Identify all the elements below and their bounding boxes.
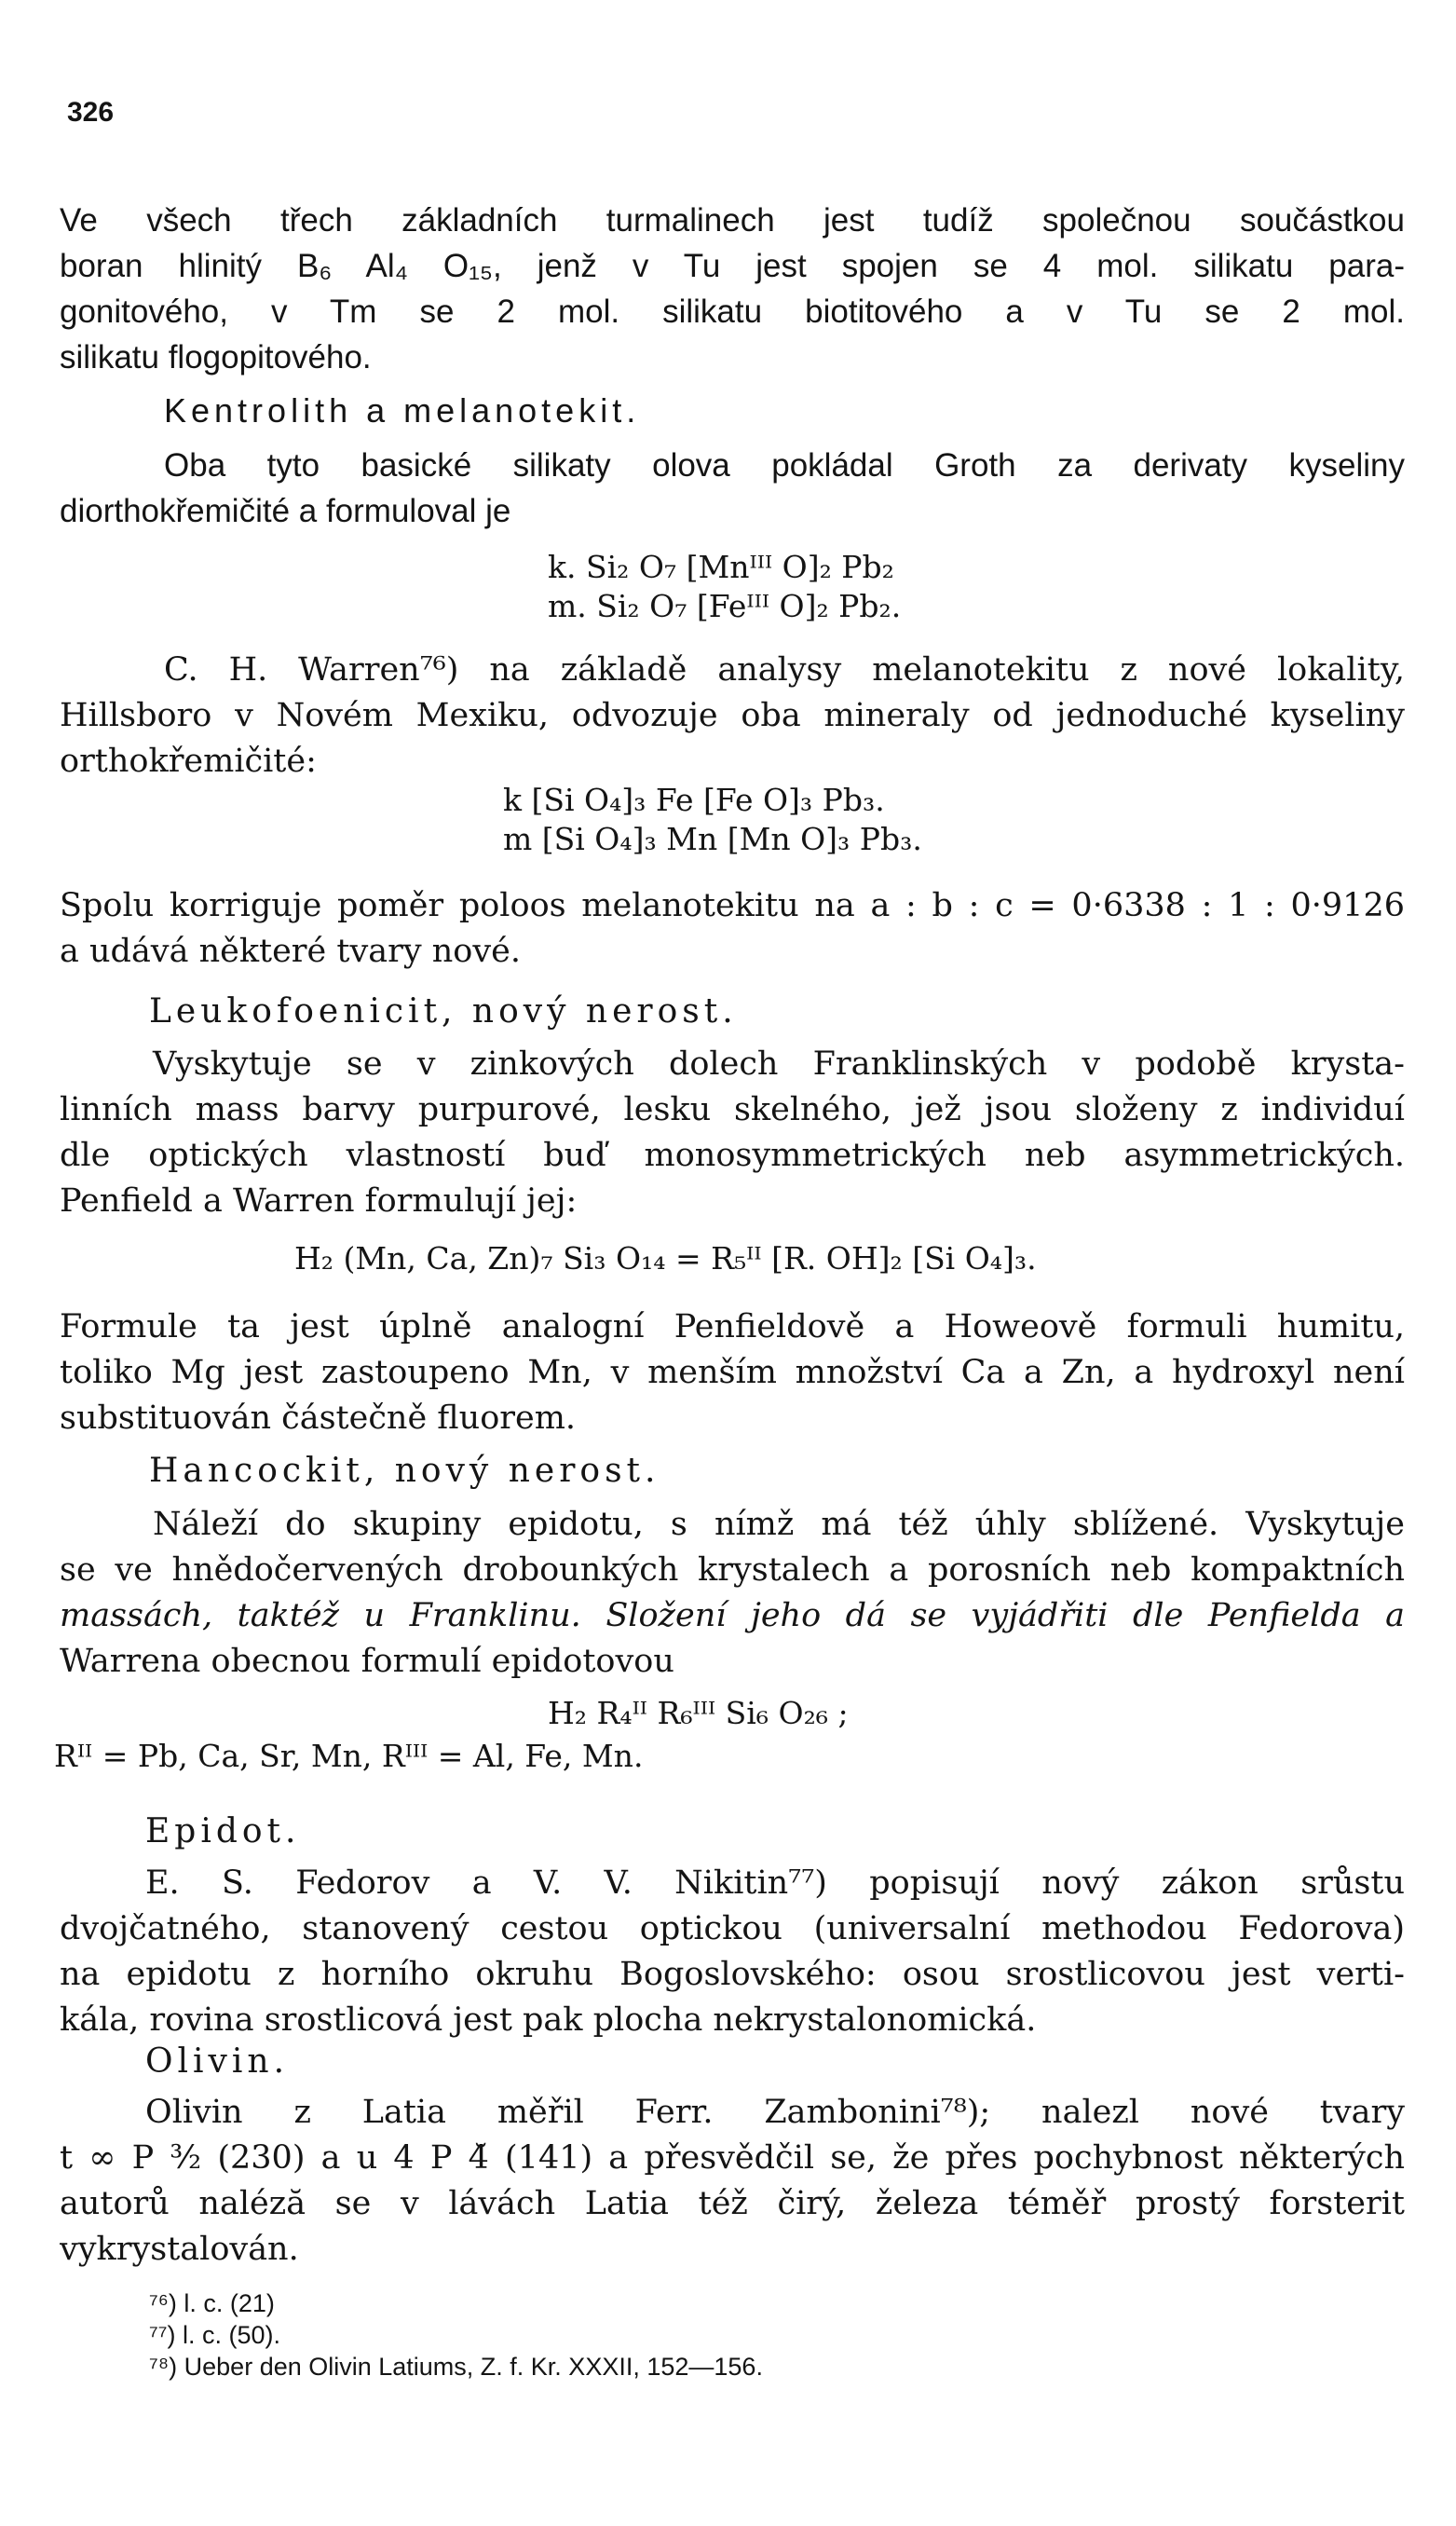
text-line: Warrena obecnou formulí epidotovou: [60, 1643, 674, 1680]
section-heading-olivin: Olivin.: [145, 2042, 290, 2081]
footnotes: [149, 2287, 763, 2383]
text-line: vykrystalován.: [60, 2231, 299, 2268]
paragraph-poloosy: [60, 883, 1405, 975]
formula-kentrolith-melanotekit: [548, 548, 901, 626]
footnote-76: ⁷⁶) l. c. (21): [149, 2289, 275, 2317]
paragraph-hancockit: [60, 1502, 1405, 1685]
text-line: Hillsboro v Novém Mexiku, odvozuje oba mineraly od jednoduché kyseliny: [60, 697, 1405, 734]
formula-orthokremicite: [503, 781, 922, 859]
text-line: t ∞ P ³⁄₂ (230) a u 4 P 4̆ (141) a přesvědčil se, že přes pochybnost některých: [60, 2139, 1405, 2177]
formula-line: m. Si₂ O₇ [Feᴵᴵᴵ O]₂ Pb₂.: [548, 588, 902, 624]
text-line: massách, taktéž u Franklinu. Složení jeho dá se vyjádřiti dle Penfielda a: [60, 1597, 1405, 1634]
text-line: C. H. Warren⁷⁶) na základě analysy melanotekitu z nové lokality,: [164, 651, 1405, 689]
text-line: Spolu korriguje poměr poloos melanotekitu na a : b : c = 0·6338 : 1 : 0·9126: [60, 887, 1405, 924]
text-line: Formule ta jest úplně analogní Penfieldově a Howeově formuli humitu,: [60, 1308, 1405, 1345]
section-heading-hancockit: Hancockit, nový nerost.: [149, 1452, 660, 1490]
text-line: silikatu flogopitového.: [60, 339, 372, 375]
text-line: orthokřemičité:: [60, 743, 317, 780]
text-line: autorů naléză se v lávách Latia též čirý, železa téměř prostý forsterit: [60, 2185, 1405, 2222]
text-line: substituován částečně fluorem.: [60, 1400, 577, 1437]
text-line: linních mass barvy purpurové, lesku skelného, jež jsou složeny z individuí: [60, 1091, 1405, 1128]
text-line: na epidotu z horního okruhu Bogoslovského: osou srostlicovou jest verti-: [60, 1956, 1405, 1993]
text-line: se ve hnědočervených drobounkých krystalech a porosních neb kompaktních: [60, 1551, 1405, 1589]
text-line: kála, rovina srostlicová jest pak plocha nekrystalonomická.: [60, 2001, 1037, 2039]
paragraph-olivin: [60, 2090, 1405, 2273]
formula-line: k. Si₂ O₇ [Mnᴵᴵᴵ O]₂ Pb₂: [548, 549, 894, 585]
text-line: Vyskytuje se v zinkových dolech Franklinských v podobě krysta-: [153, 1045, 1405, 1083]
text-line: a udává některé tvary nové.: [60, 933, 521, 970]
section-heading-kentrolith: Kentrolith a melanotekit.: [164, 391, 641, 430]
paragraph-humit: [60, 1304, 1405, 1441]
footnote-78: ⁷⁸) Ueber den Olivin Latiums, Z. f. Kr. XXXII, 152—156.: [149, 2353, 763, 2381]
paragraph-epidot: [60, 1861, 1405, 2043]
paragraph-warren: [60, 648, 1405, 785]
formula-r-definition: Rᴵᴵ = Pb, Ca, Sr, Mn, Rᴵᴵᴵ = Al, Fe, Mn.: [54, 1738, 644, 1774]
paragraph-turmalin: [60, 198, 1405, 380]
formula-line: k [Si O₄]₃ Fe [Fe O]₃ Pb₃.: [503, 782, 885, 818]
formula-line: m [Si O₄]₃ Mn [Mn O]₃ Pb₃.: [503, 821, 922, 857]
text-line: Olivin z Latia měřil Ferr. Zambonini⁷⁸); nalezl nové tvary: [145, 2094, 1405, 2131]
text-line: diorthokřemičité a formuloval je: [60, 493, 511, 529]
section-heading-epidot: Epidot.: [145, 1812, 301, 1850]
text-line: Náleží do skupiny epidotu, s nímž má též úhly sblížené. Vyskytuje: [153, 1506, 1405, 1543]
text-line: Penfield a Warren formulují jej:: [60, 1182, 578, 1220]
text-line: dle optických vlastností buď monosymmetrických neb asymmetrických.: [60, 1137, 1405, 1174]
footnote-77: ⁷⁷) l. c. (50).: [149, 2321, 281, 2349]
text-line: toliko Mg jest zastoupeno Mn, v menším množství Ca a Zn, a hydroxyl není: [60, 1354, 1405, 1391]
text-line: E. S. Fedorov a V. V. Nikitin⁷⁷) popisují nový zákon srůstu: [145, 1864, 1405, 1902]
paragraph-groth: [60, 443, 1405, 534]
formula-leukofoenicit: H₂ (Mn, Ca, Zn)₇ Si₃ O₁₄ = R₅ᴵᴵ [R. OH]₂ [Si O₄]₃.: [294, 1240, 1037, 1277]
paragraph-leukofoenicit: [60, 1042, 1405, 1224]
text-line: dvojčatného, stanovený cestou optickou (universalní methodou Fedorova): [60, 1910, 1405, 1947]
text-line: boran hlinitý B₆ Al₄ O₁₅, jenž v Tu jest spojen se 4 mol. silikatu para-: [60, 248, 1405, 284]
section-heading-leukofoenicit: Leukofoenicit, nový nerost.: [149, 992, 738, 1031]
text-line: Ve všech třech základních turmalinech jest tudíž společnou součástkou: [60, 202, 1405, 239]
text-line: Oba tyto basické silikaty olova pokládal Groth za derivaty kyseliny: [164, 447, 1405, 484]
page-number: 326: [67, 97, 115, 128]
text-line: gonitového, v Tm se 2 mol. silikatu biotitového a v Tu se 2 mol.: [60, 294, 1405, 330]
formula-epidotova: H₂ R₄ᴵᴵ R₆ᴵᴵᴵ Si₆ O₂₆ ;: [548, 1695, 849, 1731]
